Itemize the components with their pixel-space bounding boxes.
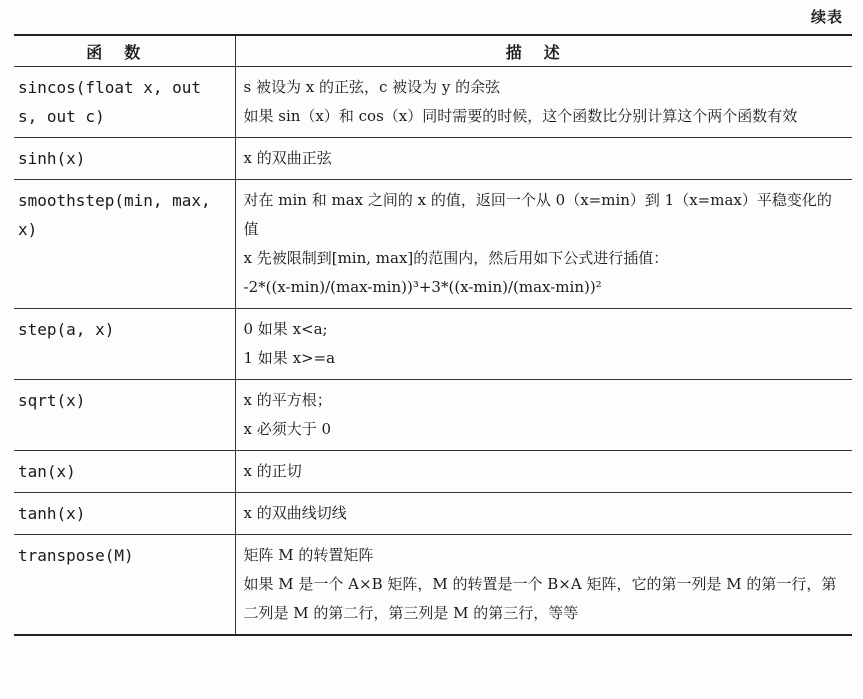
description-line: x 先被限制到[min, max]的范围内，然后用如下公式进行插值： [243,249,669,267]
column-header-function: 函数 [14,35,235,67]
function-signature: sinh(x) [14,138,235,180]
description-line: s 被设为 x 的正弦，c 被设为 y 的余弦 [243,78,501,96]
description-line: 矩阵 M 的转置矩阵 [243,546,374,564]
description-line: x 的正切 [243,462,302,480]
table-row [14,309,852,380]
function-signature: sincos(float x, out s, out c) [14,67,235,138]
function-description [235,451,852,493]
function-table [14,34,852,636]
table-row [14,67,852,138]
function-description [235,493,852,535]
description-line: x 的双曲线切线 [243,504,347,522]
function-description [235,180,852,309]
description-line: 1 如果 x>=a [243,349,336,367]
description-line: x 的双曲正弦 [243,149,332,167]
function-signature: tan(x) [14,451,235,493]
function-signature: transpose(M) [14,535,235,636]
function-description [235,380,852,451]
description-line: 如果 sin（x）和 cos（x）同时需要的时候，这个函数比分别计算这个两个函数有效 [243,107,798,125]
table-header-row [14,35,852,67]
function-signature: tanh(x) [14,493,235,535]
description-line: 0 如果 x<a; [243,320,328,338]
table-row [14,180,852,309]
function-description [235,138,852,180]
description-line: x 的平方根； [243,391,332,409]
table-row [14,535,852,636]
function-description [235,309,852,380]
function-signature: sqrt(x) [14,380,235,451]
description-line: 如果 M 是一个 A×B 矩阵，M 的转置是一个 B×A 矩阵，它的第一列是 M 的第一行，第二列是 M 的第二行，第三列是 M 的第三行，等等 [243,575,837,622]
function-signature: step(a, x) [14,309,235,380]
function-description [235,535,852,636]
formula-line: -2*((x-min)/(max-min))³+3*((x-min)/(max-min))² [243,278,602,296]
table-row [14,451,852,493]
description-line: x 必须大于 0 [243,420,332,438]
column-header-description: 描述 [235,35,852,67]
table-row [14,138,852,180]
table-row [14,493,852,535]
continued-table-label: 续表 [810,8,843,26]
function-signature: smoothstep(min, max, x) [14,180,235,309]
table-row [14,380,852,451]
table-body [14,67,852,636]
description-line: 对在 min 和 max 之间的 x 的值，返回一个从 0（x=min）到 1（x=max）平稳变化的值 [243,191,832,238]
function-description [235,67,852,138]
